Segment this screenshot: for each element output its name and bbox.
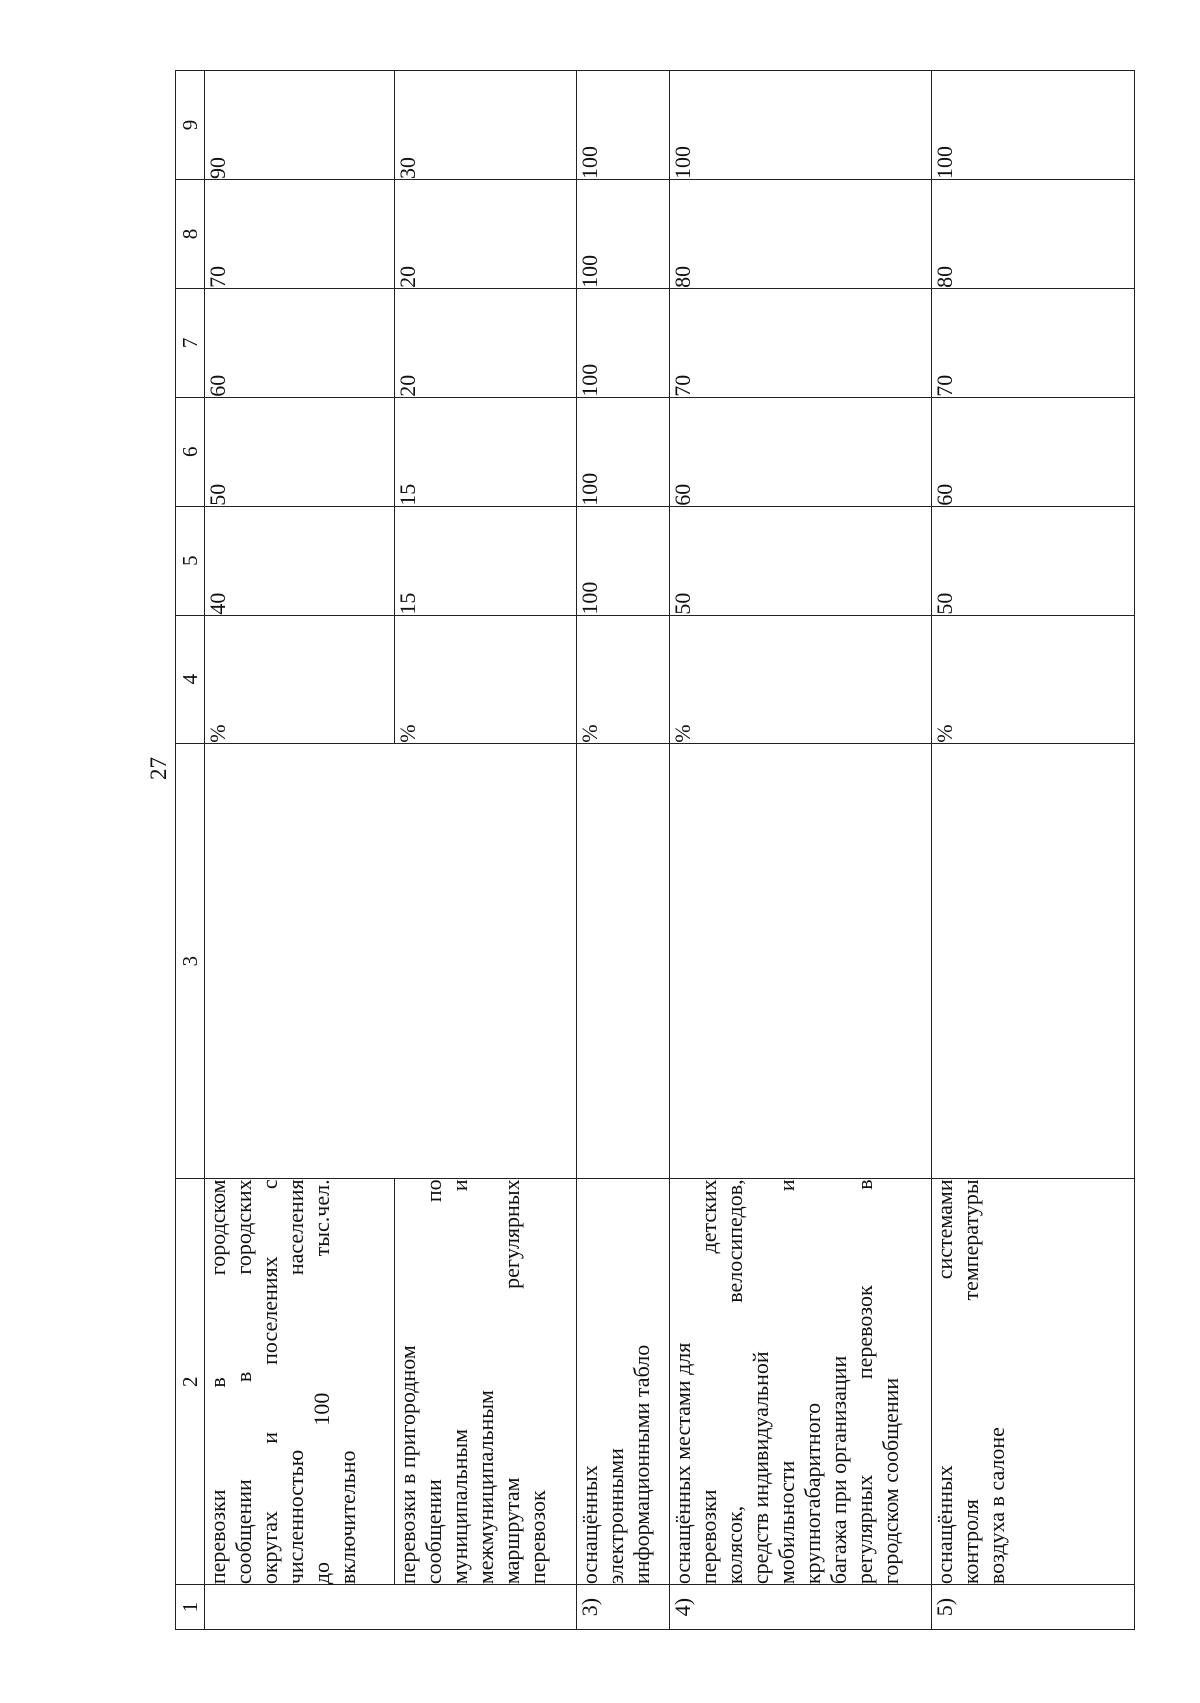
value-cell: 50 <box>205 397 395 506</box>
value-cell: 100 <box>577 71 670 180</box>
value-cell: 80 <box>932 179 1135 288</box>
value-cell: 100 <box>577 288 670 397</box>
description-line: колясок, велосипедов, <box>721 1179 747 1585</box>
table-row <box>205 71 395 1630</box>
value-cell: 50 <box>670 506 932 615</box>
column-header: 8 <box>176 179 205 288</box>
indicator-description <box>670 1179 932 1585</box>
description-line: маршрутам регулярных <box>498 1179 524 1585</box>
description-line: мобильности и <box>773 1179 799 1585</box>
column-3-cell <box>577 743 670 1179</box>
value-cell: 70 <box>205 179 395 288</box>
description-line: багажа при организации <box>825 1355 851 1585</box>
description-line: сообщении в городских <box>230 1179 256 1585</box>
column-header: 5 <box>176 506 205 615</box>
value-cell: 20 <box>395 288 577 397</box>
value-cell: 60 <box>932 397 1135 506</box>
description-line: межмуниципальным <box>472 1390 498 1585</box>
value-cell: 100 <box>577 179 670 288</box>
indicator-description <box>395 1179 577 1585</box>
value-cell: 80 <box>670 179 932 288</box>
description-line: крупногабаритного <box>799 1402 825 1585</box>
column-header: 3 <box>176 743 205 1179</box>
value-cell: 60 <box>205 288 395 397</box>
value-cell: 100 <box>577 397 670 506</box>
description-line: муниципальным и <box>446 1179 472 1585</box>
column-header: 7 <box>176 288 205 397</box>
description-line: численностью населения <box>282 1179 308 1585</box>
description-line: включительно <box>334 1450 360 1585</box>
row-number-cell: 3) <box>577 1585 670 1630</box>
column-number-row <box>176 71 205 1630</box>
value-cell: 100 <box>932 71 1135 180</box>
value-cell: 50 <box>932 506 1135 615</box>
column-3-cell <box>932 743 1135 1179</box>
page-number: 27 <box>146 757 171 780</box>
description-line: перевозки в городском <box>205 1179 230 1585</box>
value-cell: 70 <box>932 288 1135 397</box>
value-cell: 100 <box>577 506 670 615</box>
column-3-cell <box>205 743 577 1179</box>
row-number-cell: 5) <box>932 1585 1135 1630</box>
column-header: 9 <box>176 71 205 180</box>
column-header: 4 <box>176 615 205 743</box>
value-cell: 70 <box>670 288 932 397</box>
description-line: округах и поселениях с <box>256 1179 282 1585</box>
value-cell: 30 <box>395 71 577 180</box>
column-3-cell <box>670 743 932 1179</box>
description-line: оснащённых местами для <box>670 1342 695 1585</box>
description-line: воздуха в салоне <box>983 1427 1009 1585</box>
row-number-cell <box>205 1585 577 1630</box>
indicator-description <box>205 1179 395 1585</box>
value-cell: 100 <box>670 71 932 180</box>
unit-cell: % <box>577 615 670 743</box>
description-line: перевозок <box>524 1490 550 1585</box>
unit-cell: % <box>395 615 577 743</box>
description-line: регулярных перевозок в <box>851 1179 877 1585</box>
table-row <box>670 71 932 1630</box>
description-line: средств индивидуальной <box>747 1351 773 1585</box>
value-cell: 15 <box>395 397 577 506</box>
indicator-description <box>577 1179 670 1585</box>
description-line: сообщении по <box>420 1179 446 1585</box>
description-line: перевозки детских <box>695 1179 721 1585</box>
unit-cell: % <box>932 615 1135 743</box>
description-line: оснащённых системами <box>932 1179 957 1585</box>
description-line: до 100 тыс.чел. <box>308 1179 334 1585</box>
column-header: 2 <box>176 1179 205 1585</box>
column-header: 6 <box>176 397 205 506</box>
unit-cell: % <box>205 615 395 743</box>
row-number-cell: 4) <box>670 1585 932 1630</box>
value-cell: 60 <box>670 397 932 506</box>
value-cell: 40 <box>205 506 395 615</box>
description-line: информационными табло <box>628 1344 654 1585</box>
value-cell: 90 <box>205 71 395 180</box>
description-line: оснащённых <box>577 1465 602 1585</box>
description-line: контроля температуры <box>957 1179 983 1585</box>
column-header: 1 <box>176 1585 205 1630</box>
indicator-description <box>932 1179 1135 1585</box>
table-row <box>577 71 670 1630</box>
value-cell: 15 <box>395 506 577 615</box>
indicator-table-sheet <box>175 70 1135 1630</box>
description-line: городском сообщении <box>877 1377 903 1585</box>
value-cell: 20 <box>395 179 577 288</box>
indicator-table <box>175 70 1135 1630</box>
description-line: электронными <box>602 1448 628 1585</box>
table-row <box>932 71 1135 1630</box>
unit-cell: % <box>670 615 932 743</box>
description-line: перевозки в пригородном <box>395 1345 420 1585</box>
